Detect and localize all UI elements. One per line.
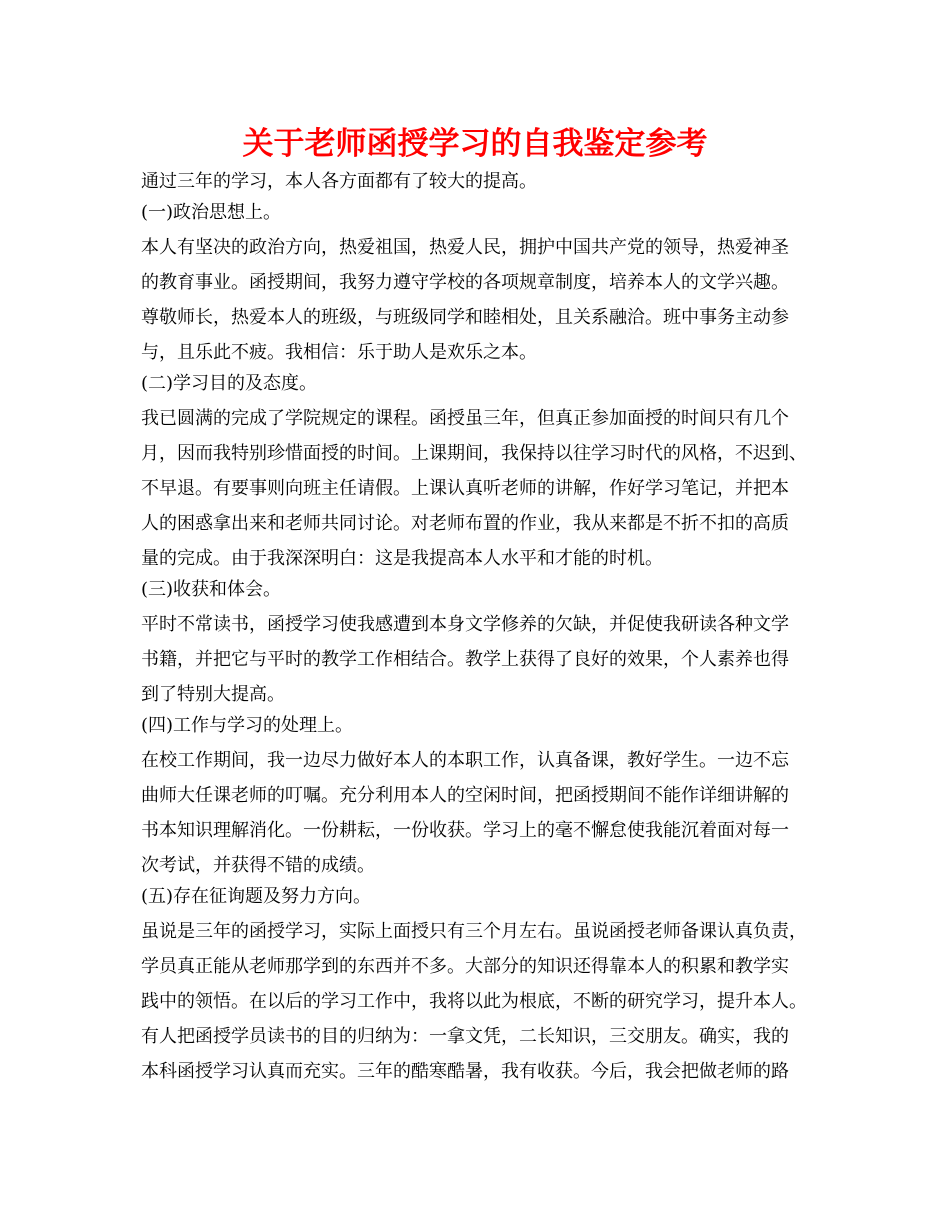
text-line: 践中的领悟。在以后的学习工作中，我将以此为根底，不断的研究学习，提升本人。	[141, 991, 807, 1012]
text-line: 在校工作期间，我一边尽力做好本人的本职工作，认真备课，教好学生。一边不忘	[141, 750, 789, 771]
text-line: 的教育事业。函授期间，我努力遵守学校的各项规章制度，培养本人的文学兴趣。	[141, 272, 789, 293]
text-line: 到了特别大提高。	[141, 684, 285, 705]
text-line: 书本知识理解消化。一份耕耘，一份收获。学习上的毫不懈怠使我能沉着面对每一	[141, 820, 789, 841]
document-body	[141, 166, 821, 1087]
text-line: 不早退。有要事则向班主任请假。上课认真听老师的讲解，作好学习笔记，并把本	[141, 478, 789, 499]
text-line: 与，且乐此不疲。我相信：乐于助人是欢乐之本。	[141, 342, 537, 363]
text-line: 曲师大任课老师的叮嘱。充分利用本人的空闲时间，把函授期间不能作详细讲解的	[141, 785, 789, 806]
section-heading: (四)工作与学习的处理上。	[141, 715, 354, 736]
text-line: 通过三年的学习，本人各方面都有了较大的提高。	[141, 171, 537, 192]
text-line: 平时不常读书，函授学习使我感遭到本身文学修养的欠缺，并促使我研读各种文学	[141, 614, 789, 635]
text-line: 我已圆满的完成了学院规定的课程。函授虽三年，但真正参加面授的时间只有几个	[141, 408, 789, 429]
section-heading: (五)存在征询题及努力方向。	[141, 886, 372, 907]
text-line: 有人把函授学员读书的目的归纳为：一拿文凭，二长知识，三交朋友。确实，我的	[141, 1026, 789, 1047]
text-line: 虽说是三年的函授学习，实际上面授只有三个月左右。虽说函授老师备课认真负责，	[141, 921, 807, 942]
text-line: 本科函授学习认真而充实。三年的酷寒酷暑，我有收获。今后，我会把做老师的路	[141, 1061, 789, 1082]
text-line: 书籍，并把它与平时的教学工作相结合。教学上获得了良好的效果，个人素养也得	[141, 649, 789, 670]
text-line: 学员真正能从老师那学到的东西并不多。大部分的知识还得靠本人的积累和教学实	[141, 956, 789, 977]
document-title: 关于老师函授学习的自我鉴定参考	[242, 126, 708, 162]
text-line: 月，因而我特别珍惜面授的时间。上课期间，我保持以往学习时代的风格，不迟到、	[141, 443, 807, 464]
text-line: 尊敬师长，热爱本人的班级，与班级同学和睦相处，且关系融洽。班中事务主动参	[141, 307, 789, 328]
text-line: 本人有坚决的政治方向，热爱祖国，热爱人民，拥护中国共产党的领导，热爱神圣	[141, 237, 789, 258]
section-heading: (二)学习目的及态度。	[141, 373, 318, 394]
text-line: 人的困惑拿出来和老师共同讨论。对老师布置的作业，我从来都是不折不扣的高质	[141, 513, 789, 534]
section-heading: (一)政治思想上。	[141, 202, 282, 223]
text-line: 次考试，并获得不错的成绩。	[141, 855, 375, 876]
section-heading: (三)收获和体会。	[141, 579, 282, 600]
text-line: 量的完成。由于我深深明白：这是我提高本人水平和才能的时机。	[141, 548, 663, 569]
